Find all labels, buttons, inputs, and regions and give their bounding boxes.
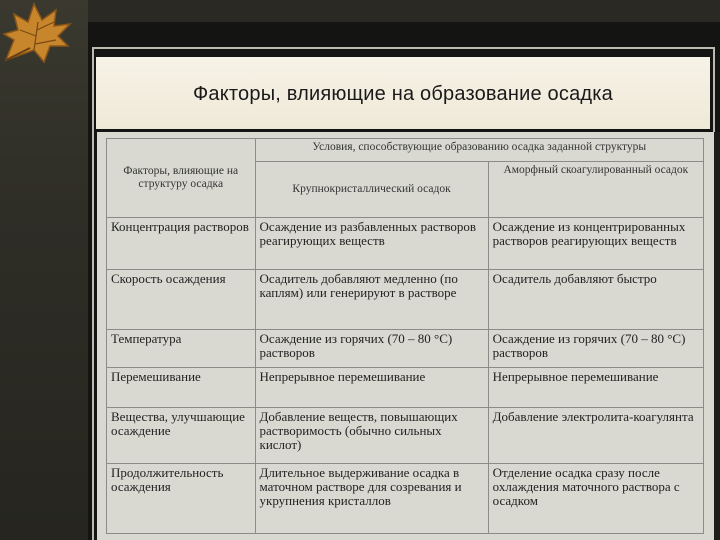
row-factor: Продолжительность осаждения <box>107 464 256 534</box>
row-crystalline: Осаждение из разбавленных растворов реагирующих веществ <box>255 218 488 270</box>
row-crystalline: Длительное выдерживание осадка в маточном растворе для созревания и укрупнения кристаллов <box>255 464 488 534</box>
table-header-row <box>107 139 704 162</box>
row-factor: Температура <box>107 330 256 368</box>
row-factor: Концентрация растворов <box>107 218 256 270</box>
header-crystalline: Крупнокристаллический осадок <box>255 162 488 218</box>
row-amorphous: Осаждение из концентрированных растворов реагирующих веществ <box>488 218 703 270</box>
row-crystalline: Непрерывное перемешивание <box>255 368 488 408</box>
autumn-leaf-icon <box>0 0 80 70</box>
table-row <box>107 330 704 368</box>
table-row <box>107 464 704 534</box>
table-row <box>107 270 704 330</box>
row-crystalline: Осадитель добавляют медленно (по каплям) или генерируют в растворе <box>255 270 488 330</box>
row-crystalline: Добавление веществ, повышающих растворимость (обычно сильных кислот) <box>255 408 488 464</box>
right-edge-strip <box>714 132 720 540</box>
frame-border-top <box>92 47 715 49</box>
row-factor: Скорость осаждения <box>107 270 256 330</box>
row-amorphous: Осаждение из горячих (70 – 80 °С) растворов <box>488 330 703 368</box>
top-band <box>88 0 720 22</box>
table-row <box>107 368 704 408</box>
row-factor: Перемешивание <box>107 368 256 408</box>
table-row <box>107 218 704 270</box>
factors-table <box>106 138 704 534</box>
left-decor-strip <box>0 0 88 540</box>
header-amorphous: Аморфный скоагулированный осадок <box>488 162 703 218</box>
row-amorphous: Непрерывное перемешивание <box>488 368 703 408</box>
row-amorphous: Добавление электролита-коагулянта <box>488 408 703 464</box>
slide-title: Факторы, влияющие на образование осадка <box>193 83 613 105</box>
frame-border-right <box>713 47 715 132</box>
row-amorphous: Осадитель добавляют быстро <box>488 270 703 330</box>
row-factor: Вещества, улучшающие осаждение <box>107 408 256 464</box>
table-row <box>107 408 704 464</box>
row-crystalline: Осаждение из горячих (70 – 80 °С) растворов <box>255 330 488 368</box>
table-image-area <box>97 132 720 540</box>
title-box <box>96 57 710 129</box>
row-amorphous: Отделение осадка сразу после охлаждения маточного раствора с осадком <box>488 464 703 534</box>
frame-border-left <box>92 47 94 540</box>
header-factors: Факторы, влияющие на структуру осадка <box>107 139 256 218</box>
header-conditions: Условия, способствующие образованию осадка заданной структуры <box>255 139 704 162</box>
